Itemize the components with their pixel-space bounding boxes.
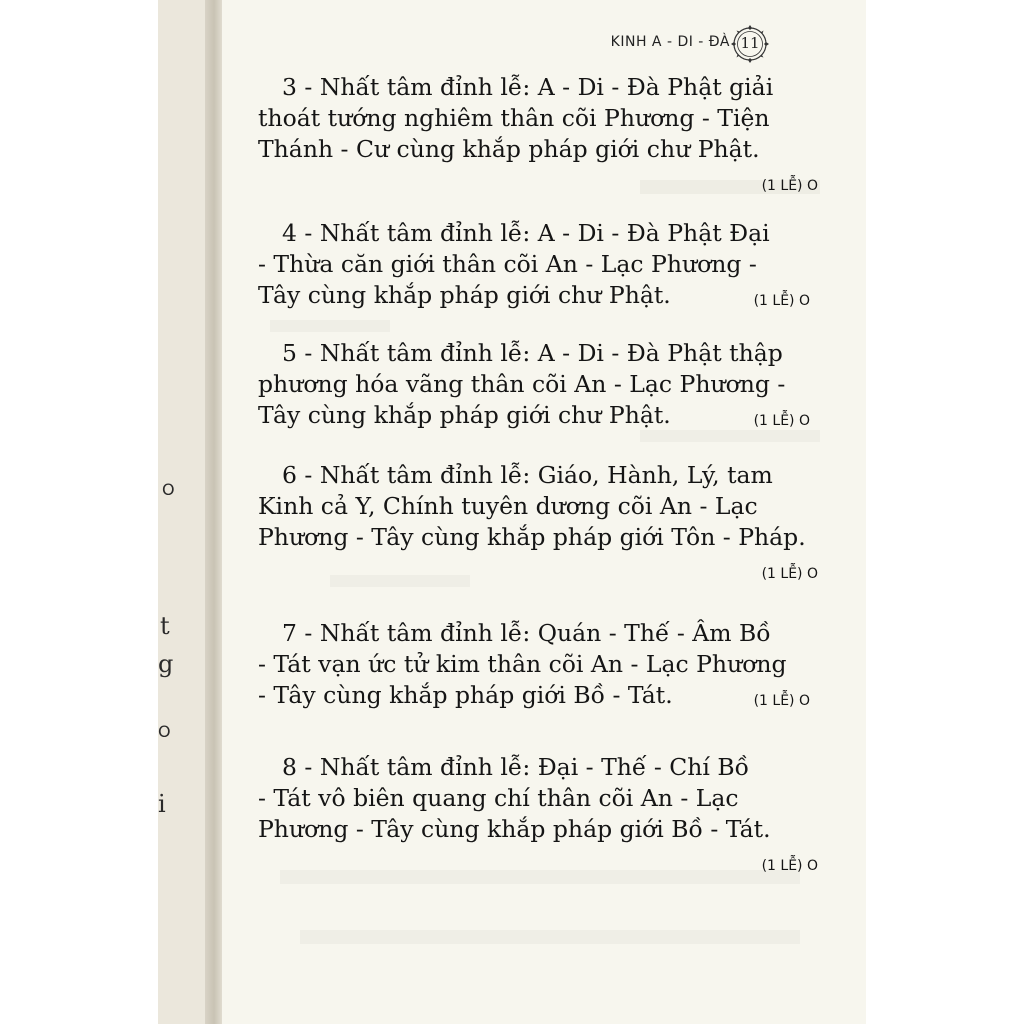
book-gutter [205,0,223,1024]
paragraph-line: Phương - Tây cùng khắp pháp giới Bồ - Tát. [258,815,771,843]
paragraph-line: - Thừa căn giới thân cõi An - Lạc Phương - [258,250,757,278]
left-page-fragment: t [160,612,170,640]
prayer-paragraph [258,618,818,711]
running-title: KINH A - DI - ĐÀ [610,34,730,50]
paragraph-line: phương hóa vãng thân cõi An - Lạc Phương - [258,370,786,398]
prostration-marker: (1 LỄ) O [761,858,818,874]
paragraph-line: Thánh - Cư cùng khắp pháp giới chư Phật. [258,135,760,163]
paragraph-line: 5 - Nhất tâm đỉnh lễ: A - Di - Đà Phật thập [282,339,783,367]
paragraph-line: - Tát vô biên quang chí thân cõi An - Lạc [258,784,739,812]
paragraph-line: Phương - Tây cùng khắp pháp giới Tôn - Pháp. [258,523,806,551]
paragraph-line: Tây cùng khắp pháp giới chư Phật. [258,401,671,429]
paragraph-line: - Tát vạn ức tử kim thân cõi An - Lạc Phương [258,650,787,678]
left-page-fragment: g [158,650,174,678]
left-page-fragment: O [158,722,171,741]
left-page-fragment: i [158,790,166,818]
prostration-marker: (1 LỄ) O [761,178,818,194]
page-number: 11 [740,34,760,52]
paragraph-line: thoát tướng nghiêm thân cõi Phương - Tiện [258,104,770,132]
prostration-marker: (1 LỄ) O [761,566,818,582]
page-header [222,24,866,64]
paragraph-line: Tây cùng khắp pháp giới chư Phật. [258,281,671,309]
paragraph-line: 7 - Nhất tâm đỉnh lễ: Quán - Thế - Âm Bồ [282,619,771,647]
paragraph-line: - Tây cùng khắp pháp giới Bồ - Tát. [258,681,673,709]
prayer-paragraph [258,460,818,581]
paragraph-line: 8 - Nhất tâm đỉnh lễ: Đại - Thế - Chí Bồ [282,753,749,781]
paragraph-line: Kinh cả Y, Chính tuyên dương cõi An - Lạc [258,492,758,520]
prayer-paragraph [258,72,818,193]
prayer-paragraph [258,218,818,311]
prostration-marker: (1 LỄ) O [753,293,810,309]
prostration-marker: (1 LỄ) O [753,413,810,429]
paragraph-line: 4 - Nhất tâm đỉnh lễ: A - Di - Đà Phật Đại [282,219,770,247]
prayer-paragraph [258,752,818,873]
paragraph-line: 6 - Nhất tâm đỉnh lễ: Giáo, Hành, Lý, tam [282,461,773,489]
prostration-marker: (1 LỄ) O [753,693,810,709]
background-margin [866,0,1024,1024]
paragraph-line: 3 - Nhất tâm đỉnh lễ: A - Di - Đà Phật giải [282,73,774,101]
prayer-paragraph [258,338,818,431]
page-number-badge [730,24,770,64]
left-page-fragment: O [162,480,175,499]
